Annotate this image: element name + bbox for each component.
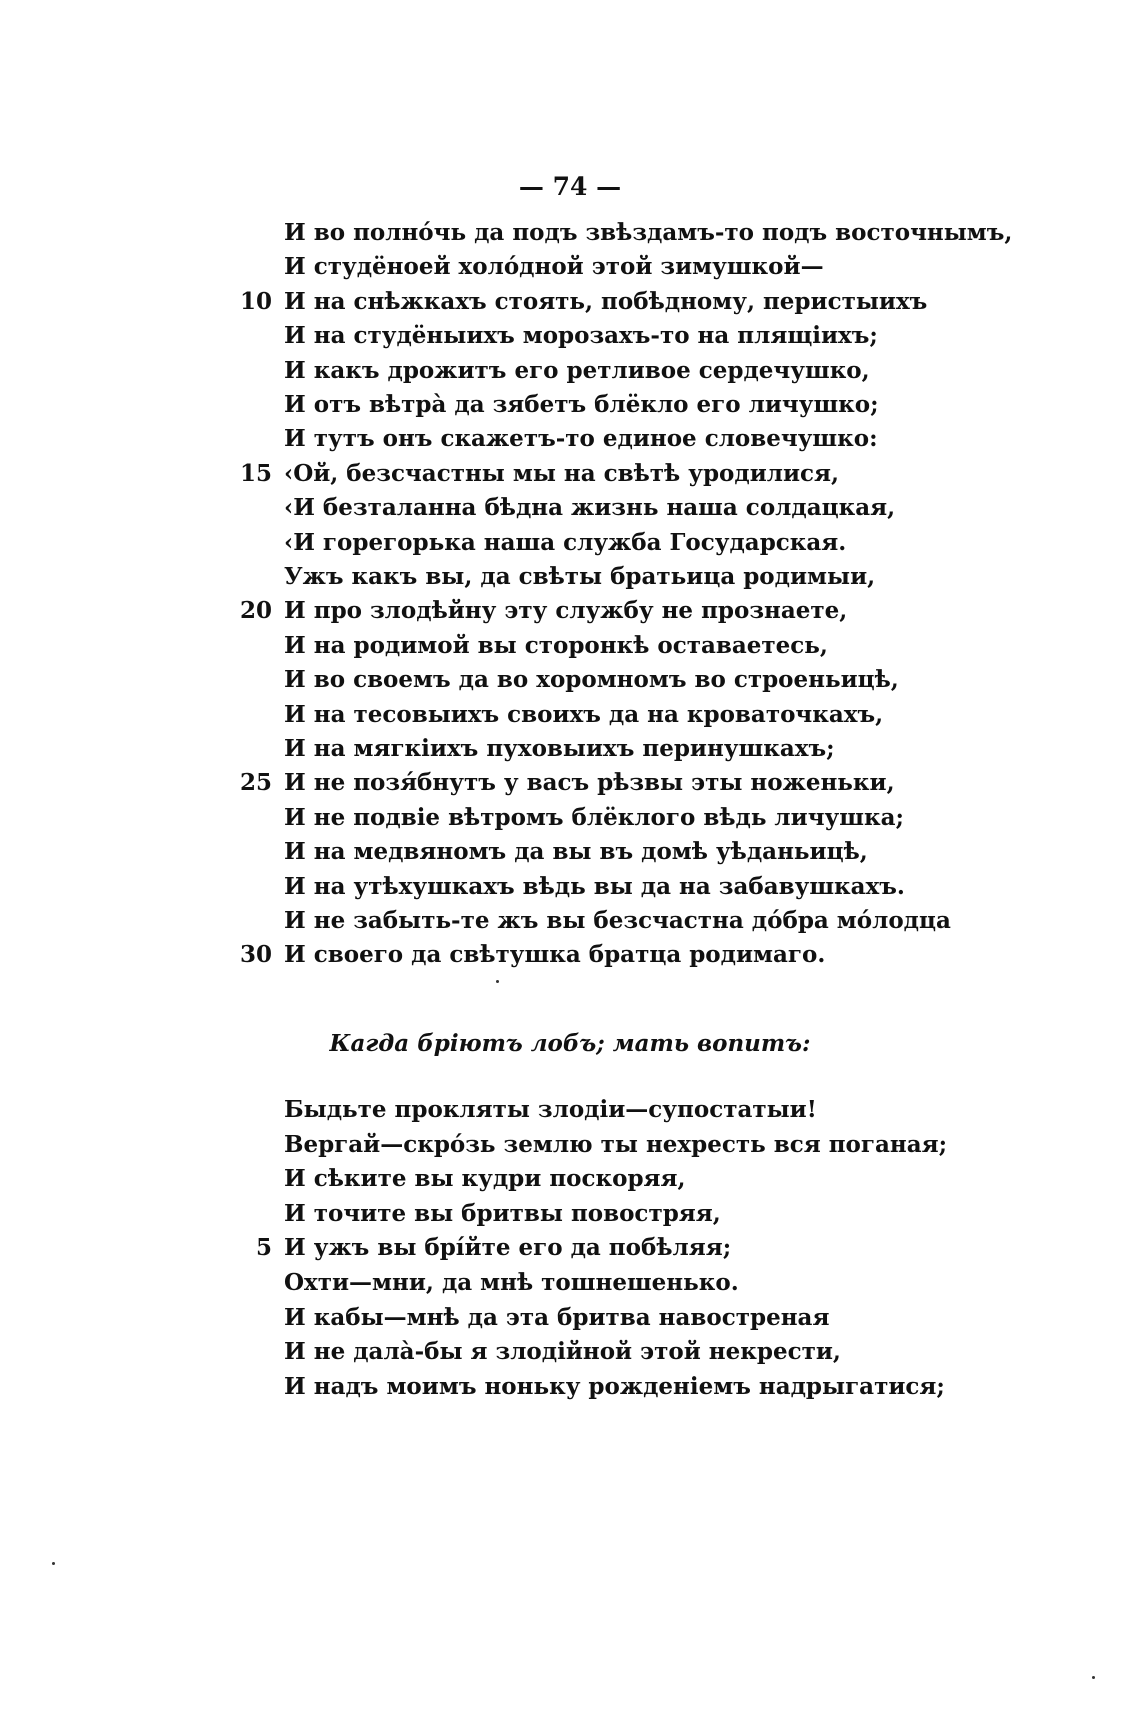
line-text: Вергай—скрóзь землю ты нехресть вся поганая; <box>284 1130 948 1158</box>
poem-line <box>0 801 1140 835</box>
poem-line <box>0 560 1140 594</box>
line-text: И на медвяномъ да вы въ домѣ уѣданьицѣ, <box>284 838 868 866</box>
line-text: И про злодѣйну эту службу не прознаете, <box>284 597 848 625</box>
line-number: 30 <box>239 941 272 969</box>
poem-line <box>0 594 1140 628</box>
line-number: 25 <box>239 769 272 797</box>
poem-line <box>0 766 1140 800</box>
poem-line <box>0 938 1140 972</box>
poem-line <box>0 250 1140 284</box>
line-text: И не далà-бы я злодійной этой некрести, <box>284 1338 841 1366</box>
line-text: И во своемъ да во хоромномъ во строеньицѣ, <box>284 666 899 694</box>
line-number: 5 <box>255 1234 272 1262</box>
poem-line <box>0 1093 1140 1127</box>
line-number: 20 <box>239 597 272 625</box>
poem-line <box>0 1162 1140 1196</box>
poem-line <box>0 1128 1140 1162</box>
line-text: Быдьте прокляты злодіи—супостатыи! <box>284 1096 817 1123</box>
poem-line <box>0 870 1140 904</box>
poem-line <box>0 354 1140 388</box>
poem-line <box>0 422 1140 456</box>
line-text: И своего да свѣтушка братца родимаго. <box>284 941 826 969</box>
line-text: И на студёныихъ морозахъ-то на плящіихъ; <box>284 322 878 350</box>
poem-line <box>0 904 1140 938</box>
print-speck <box>1092 1676 1095 1679</box>
line-text: И не позя́бнутъ у васъ рѣзвы эты ноженьки, <box>284 769 895 797</box>
line-text: И на тесовыихъ своихъ да на кроваточкахъ, <box>284 700 884 728</box>
poem-line <box>0 698 1140 732</box>
poem-line <box>0 835 1140 869</box>
poem-line <box>0 663 1140 697</box>
line-text: И студёноей холóдной этой зимушкой— <box>284 253 824 281</box>
line-text: И тутъ онъ скажетъ-то единое словечушко: <box>284 425 878 453</box>
poem-line <box>0 1197 1140 1231</box>
poem-line <box>0 1301 1140 1335</box>
line-text: И какъ дрожитъ его ретливое сердечушко, <box>284 356 870 384</box>
line-text: И на утѣхушкахъ вѣдь вы да на забавушкахъ. <box>284 872 905 900</box>
line-text: И не забыть-те жъ вы безсчастна дóбра мóлодца <box>284 907 951 934</box>
poem-line <box>0 216 1140 250</box>
line-text: И на снѣжкахъ стоять, побѣдному, перистыихъ <box>284 287 928 315</box>
poem-line <box>0 388 1140 422</box>
poem-line <box>0 629 1140 663</box>
poem-line <box>0 1335 1140 1369</box>
line-text: И во полнóчь да подъ звѣздамъ-то подъ восточнымъ, <box>284 219 1013 246</box>
line-text: И на мягкіихъ пуховыихъ перинушкахъ; <box>284 735 835 762</box>
poem-line <box>0 319 1140 353</box>
line-text: И сѣките вы кудри поскоряя, <box>284 1165 686 1193</box>
line-number: 15 <box>239 459 272 487</box>
poem-line <box>0 1266 1140 1300</box>
poem-line <box>0 1231 1140 1265</box>
section-heading: Кагда бріютъ лобъ; мать вопитъ: <box>329 1030 811 1057</box>
poem-line <box>0 1370 1140 1404</box>
line-text: Ужъ какъ вы, да свѣты братьица родимыи, <box>284 563 876 590</box>
poem-line <box>0 526 1140 560</box>
line-text: И отъ вѣтрà да зябетъ блёкло его личушко; <box>284 391 879 418</box>
print-speck <box>52 1562 55 1565</box>
line-text: И на родимой вы сторонкѣ оставаетесь, <box>284 631 828 659</box>
line-text: И ужъ вы брі́йте его да побѣляя; <box>284 1234 732 1262</box>
print-speck <box>496 980 499 983</box>
line-text: Охти—мни, да мнѣ тошнешенько. <box>284 1269 739 1296</box>
line-text: ‹И горегорька наша служба Государская. <box>284 528 847 556</box>
line-text: ‹И безталанна бѣдна жизнь наша солдацкая, <box>284 494 896 522</box>
line-text: И надъ моимъ ноньку рожденіемъ надрыгатися; <box>284 1372 945 1400</box>
poem-line <box>0 285 1140 319</box>
page-number: — 74 — <box>518 172 622 201</box>
poem-line <box>0 491 1140 525</box>
line-number: 10 <box>239 287 272 315</box>
line-text: И не подвіе вѣтромъ блёклого вѣдь личушка; <box>284 803 904 831</box>
poem-line <box>0 732 1140 766</box>
poem-line <box>0 457 1140 491</box>
line-text: И точите вы бритвы повостряя, <box>284 1199 721 1227</box>
line-text: И кабы—мнѣ да эта бритва навостреная <box>284 1303 830 1331</box>
line-text: ‹Ой, безсчастны мы на свѣтѣ уродилися, <box>284 459 840 487</box>
